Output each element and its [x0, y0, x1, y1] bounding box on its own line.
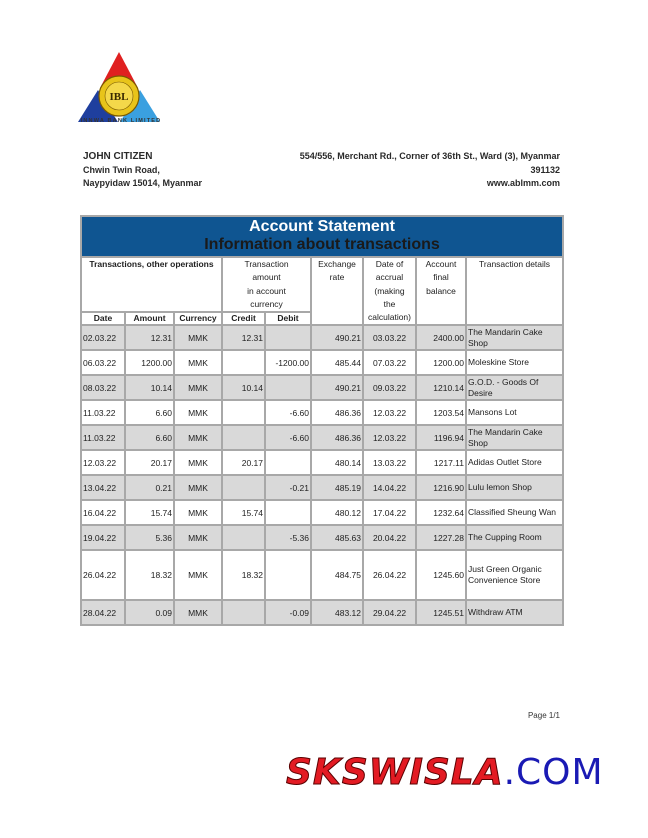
cell-debit: -5.36 [265, 525, 311, 550]
cell-credit [222, 350, 265, 375]
cell-exchange-rate: 480.12 [311, 500, 363, 525]
column-header-debit: Debit [265, 312, 311, 325]
cell-date-of-accrual: 03.03.22 [363, 325, 416, 350]
cell-exchange-rate: 484.75 [311, 550, 363, 600]
cell-credit [222, 400, 265, 425]
cell-credit: 10.14 [222, 375, 265, 400]
table-row [81, 500, 563, 525]
header-line: in account [247, 285, 286, 296]
cell-credit [222, 600, 265, 625]
cell-debit [265, 325, 311, 350]
column-header-credit: Credit [222, 312, 265, 325]
header-line: accrual [375, 272, 404, 283]
cell-amount: 6.60 [125, 400, 174, 425]
cell-date: 06.03.22 [81, 350, 125, 375]
cell-exchange-rate: 485.44 [311, 350, 363, 375]
cell-date-of-accrual: 13.03.22 [363, 450, 416, 475]
cell-date: 26.04.22 [81, 550, 125, 600]
cell-transaction-details: G.O.D. - Goods Of Desire [466, 375, 563, 400]
cell-currency: MMK [174, 325, 222, 350]
cell-exchange-rate: 486.36 [311, 400, 363, 425]
cell-final-balance: 1210.14 [416, 375, 466, 400]
statement-title-cell [81, 216, 563, 257]
cell-credit: 18.32 [222, 550, 265, 600]
cell-currency: MMK [174, 550, 222, 600]
table-row [81, 550, 563, 600]
cell-amount: 18.32 [125, 550, 174, 600]
cell-exchange-rate: 483.12 [311, 600, 363, 625]
cell-date: 11.03.22 [81, 400, 125, 425]
header-line: balance [426, 285, 456, 296]
cell-final-balance: 1217.11 [416, 450, 466, 475]
header-line: calculation) [368, 312, 411, 323]
cell-debit: -0.09 [265, 600, 311, 625]
cell-date: 13.04.22 [81, 475, 125, 500]
statement-subtitle: Information about transactions [204, 236, 440, 253]
table-row [81, 325, 563, 350]
watermark [286, 752, 604, 793]
cell-transaction-details: The Mandarin Cake Shop [466, 425, 563, 450]
cell-transaction-details: Moleskine Store [466, 350, 563, 375]
cell-transaction-details: The Mandarin Cake Shop [466, 325, 563, 350]
cell-final-balance: 1200.00 [416, 350, 466, 375]
cell-date: 02.03.22 [81, 325, 125, 350]
cell-date-of-accrual: 09.03.22 [363, 375, 416, 400]
page-number: Page 1/1 [527, 711, 560, 720]
cell-exchange-rate: 490.21 [311, 375, 363, 400]
bank-address-block [300, 150, 560, 191]
header-amount-in-currency [222, 257, 311, 312]
cell-currency: MMK [174, 475, 222, 500]
table-row [81, 475, 563, 500]
table-row [81, 600, 563, 625]
cell-exchange-rate: 480.14 [311, 450, 363, 475]
cell-date: 16.04.22 [81, 500, 125, 525]
header-line: rate [329, 272, 345, 283]
cell-debit [265, 450, 311, 475]
customer-name: JOHN CITIZEN [83, 151, 153, 162]
cell-amount: 1200.00 [125, 350, 174, 375]
cell-debit: -0.21 [265, 475, 311, 500]
cell-transaction-details: Mansons Lot [466, 400, 563, 425]
statement-rows [81, 325, 563, 625]
header-transactions: Transactions, other operations [81, 257, 222, 312]
cell-amount: 15.74 [125, 500, 174, 525]
customer-address-line2: Naypyidaw 15014, Myanmar [83, 178, 203, 188]
table-row [81, 425, 563, 450]
cell-debit: -6.60 [265, 400, 311, 425]
header-exchange-rate [311, 257, 363, 325]
cell-date-of-accrual: 07.03.22 [363, 350, 416, 375]
cell-credit: 20.17 [222, 450, 265, 475]
header-line: amount [252, 272, 281, 283]
cell-currency: MMK [174, 450, 222, 475]
cell-final-balance: 1203.54 [416, 400, 466, 425]
cell-date-of-accrual: 17.04.22 [363, 500, 416, 525]
cell-exchange-rate: 485.19 [311, 475, 363, 500]
cell-date-of-accrual: 29.04.22 [363, 600, 416, 625]
header-line: the [383, 298, 396, 309]
cell-final-balance: 1196.94 [416, 425, 466, 450]
cell-date: 19.04.22 [81, 525, 125, 550]
cell-amount: 12.31 [125, 325, 174, 350]
cell-date-of-accrual: 26.04.22 [363, 550, 416, 600]
header-transaction-details: Transaction details [466, 257, 563, 325]
header-date-of-accrual [363, 257, 416, 325]
cell-amount: 5.36 [125, 525, 174, 550]
cell-final-balance: 1227.28 [416, 525, 466, 550]
cell-final-balance: 2400.00 [416, 325, 466, 350]
cell-debit [265, 500, 311, 525]
cell-date: 11.03.22 [81, 425, 125, 450]
cell-debit: -1200.00 [265, 350, 311, 375]
cell-exchange-rate: 485.63 [311, 525, 363, 550]
cell-date-of-accrual: 12.03.22 [363, 425, 416, 450]
table-row [81, 350, 563, 375]
cell-final-balance: 1232.64 [416, 500, 466, 525]
cell-debit [265, 375, 311, 400]
bank-name-caption: INNWA BANK LIMITED [80, 118, 162, 124]
customer-address-block [83, 150, 202, 191]
cell-date: 08.03.22 [81, 375, 125, 400]
statement-title: Account Statement [249, 218, 395, 235]
cell-transaction-details: The Cupping Room [466, 525, 563, 550]
cell-currency: MMK [174, 425, 222, 450]
cell-credit: 12.31 [222, 325, 265, 350]
cell-amount: 20.17 [125, 450, 174, 475]
header-line: Transaction [244, 259, 289, 269]
bank-website: www.ablmm.com [486, 178, 560, 188]
cell-transaction-details: Withdraw ATM [466, 600, 563, 625]
column-header-amount: Amount [125, 312, 174, 325]
header-line: (making [374, 285, 405, 296]
header-line: Account [425, 259, 457, 269]
cell-date-of-accrual: 20.04.22 [363, 525, 416, 550]
cell-date: 12.03.22 [81, 450, 125, 475]
cell-final-balance: 1245.51 [416, 600, 466, 625]
column-header-date: Date [81, 312, 125, 325]
cell-currency: MMK [174, 500, 222, 525]
table-row [81, 400, 563, 425]
cell-transaction-details: Classified Sheung Wan [466, 500, 563, 525]
watermark-part1: SKSWISLA [286, 752, 504, 793]
logo-initials: IBL [109, 91, 129, 103]
watermark-part2: .COM [503, 752, 604, 793]
cell-debit: -6.60 [265, 425, 311, 450]
cell-date-of-accrual: 12.03.22 [363, 400, 416, 425]
header-line: Exchange [318, 259, 356, 269]
cell-date: 28.04.22 [81, 600, 125, 625]
column-header-currency: Currency [174, 312, 222, 325]
cell-transaction-details: Adidas Outlet Store [466, 450, 563, 475]
cell-amount: 6.60 [125, 425, 174, 450]
header-line: currency [250, 298, 283, 309]
table-row [81, 375, 563, 400]
cell-final-balance: 1216.90 [416, 475, 466, 500]
cell-exchange-rate: 486.36 [311, 425, 363, 450]
table-row [81, 450, 563, 475]
cell-currency: MMK [174, 400, 222, 425]
cell-credit [222, 425, 265, 450]
bank-address-line1: 554/556, Merchant Rd., Corner of 36th St., Ward (3), Myanmar [299, 151, 560, 161]
cell-credit [222, 475, 265, 500]
cell-credit [222, 525, 265, 550]
cell-currency: MMK [174, 600, 222, 625]
cell-currency: MMK [174, 350, 222, 375]
cell-transaction-details: Just Green Organic Convenience Store [466, 550, 563, 600]
table-row [81, 525, 563, 550]
cell-amount: 0.21 [125, 475, 174, 500]
header-line: final [433, 272, 449, 283]
cell-transaction-details: Lulu lemon Shop [466, 475, 563, 500]
cell-debit [265, 550, 311, 600]
cell-credit: 15.74 [222, 500, 265, 525]
bank-address-line2: 391132 [530, 164, 560, 175]
header-line: Date of [375, 259, 404, 269]
header-final-balance [416, 257, 466, 325]
cell-amount: 10.14 [125, 375, 174, 400]
cell-currency: MMK [174, 375, 222, 400]
cell-currency: MMK [174, 525, 222, 550]
customer-address-line1: Chwin Twin Road, [83, 164, 160, 175]
cell-amount: 0.09 [125, 600, 174, 625]
cell-final-balance: 1245.60 [416, 550, 466, 600]
statement-table [80, 215, 564, 626]
cell-exchange-rate: 490.21 [311, 325, 363, 350]
cell-date-of-accrual: 14.04.22 [363, 475, 416, 500]
